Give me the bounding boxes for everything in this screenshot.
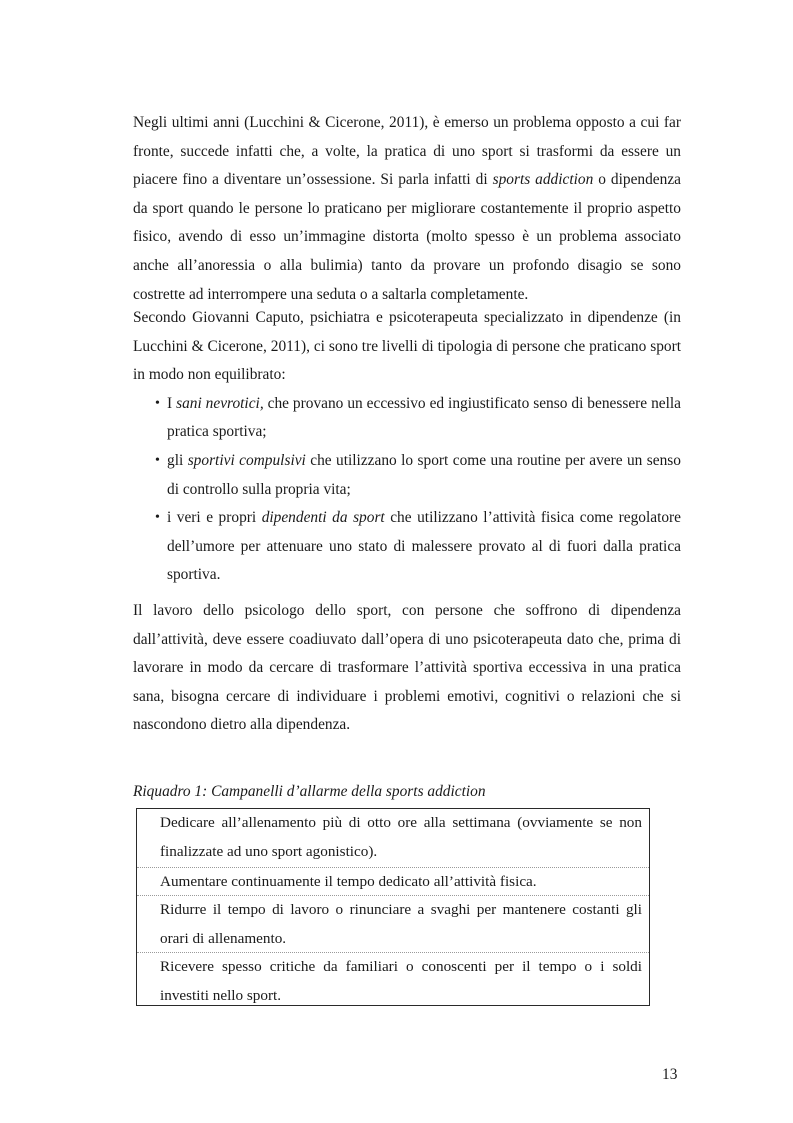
bullet-icon: •	[155, 395, 160, 411]
table-row: Ricevere spesso critiche da familiari o conoscenti per il tempo o i soldi investiti nello sport.	[137, 952, 649, 1005]
table-row: Aumentare continuamente il tempo dedicato all’attività fisica.	[137, 867, 649, 895]
p2-intro: Secondo Giovanni Caputo, psichiatra e psicoterapeuta specializzato in dipendenze (in Lucchini & Cicerone, 2011), ci sono tre livelli di tipologia di persone che praticano sport in modo non equilibrato:	[133, 309, 681, 384]
list-item	[133, 390, 681, 447]
warning-signs-box	[136, 808, 650, 1006]
list-item-term: dipendenti da sport	[261, 509, 385, 527]
table-row: Ridurre il tempo di lavoro o rinunciare a svaghi per mantenere costanti gli orari di allenamento.	[137, 895, 649, 952]
list-item-term: sani nevrotici,	[176, 394, 264, 412]
p1-text-end: o dipendenza da sport quando le persone lo praticano per migliorare costantemente il proprio aspetto fisico, avendo di esso un’immagine distorta (molto spesso è un problema associato anche all’anoressia o alla bulimia) tanto da provare un profondo disagio se sono costrette ad interrompere una seduta o a saltarla completamente.	[133, 171, 681, 303]
bullet-icon: •	[155, 510, 160, 526]
list-item-text: che utilizzano lo sport come una routine per avere un senso di controllo sulla propria vita;	[167, 451, 681, 498]
paragraph-psychologist	[133, 597, 681, 740]
p1-term-sports-addiction: sports addiction	[492, 171, 594, 189]
paragraph-sports-addiction	[133, 109, 681, 309]
list-item-term: sportivi compulsivi	[187, 451, 306, 469]
levels-list	[133, 390, 681, 590]
table-row: Dedicare all’allenamento più di otto ore alla settimana (ovviamente se non finalizzate ad uno sport agonistico).	[160, 814, 642, 860]
list-item-text: I	[167, 394, 177, 412]
list-item	[133, 447, 681, 504]
paragraph-levels	[133, 304, 681, 590]
bullet-icon: •	[155, 452, 160, 468]
list-item-text: che utilizzano l’attività fisica come regolatore dell’umore per attenuare uno stato di malessere provato al di fuori dalla pratica sportiva.	[167, 509, 681, 584]
box-caption: Riquadro 1: Campanelli d’allarme della sports addiction	[133, 783, 486, 800]
list-item-text: che provano un eccessivo ed ingiustificato senso di benessere nella pratica sportiva;	[167, 394, 681, 441]
p3-text: Il lavoro dello psicologo dello sport, con persone che soffrono di dipendenza dall’attività, deve essere coadiuvato dall’opera di uno psicoterapeuta dato che, prima di lavorare in modo da cercare di trasformare l’attività sportiva eccessiva in una pratica sana, bisogna cercare di individuare i problemi emotivi, cognitivi o relazioni che si nascondono dietro alla dipendenza.	[133, 602, 681, 734]
list-item-text: i veri e propri	[167, 509, 262, 527]
page-number: 13	[662, 1066, 678, 1083]
list-item-text: gli	[167, 451, 188, 469]
p1-text-start: Negli ultimi anni (Lucchini & Cicerone, 2011), è emerso un problema opposto a cui far fronte, succede infatti che, a volte, la pratica di uno sport si trasformi da essere un piacere fino a diventare un’ossessione. Si parla infatti di	[133, 114, 681, 189]
list-item	[133, 504, 681, 590]
